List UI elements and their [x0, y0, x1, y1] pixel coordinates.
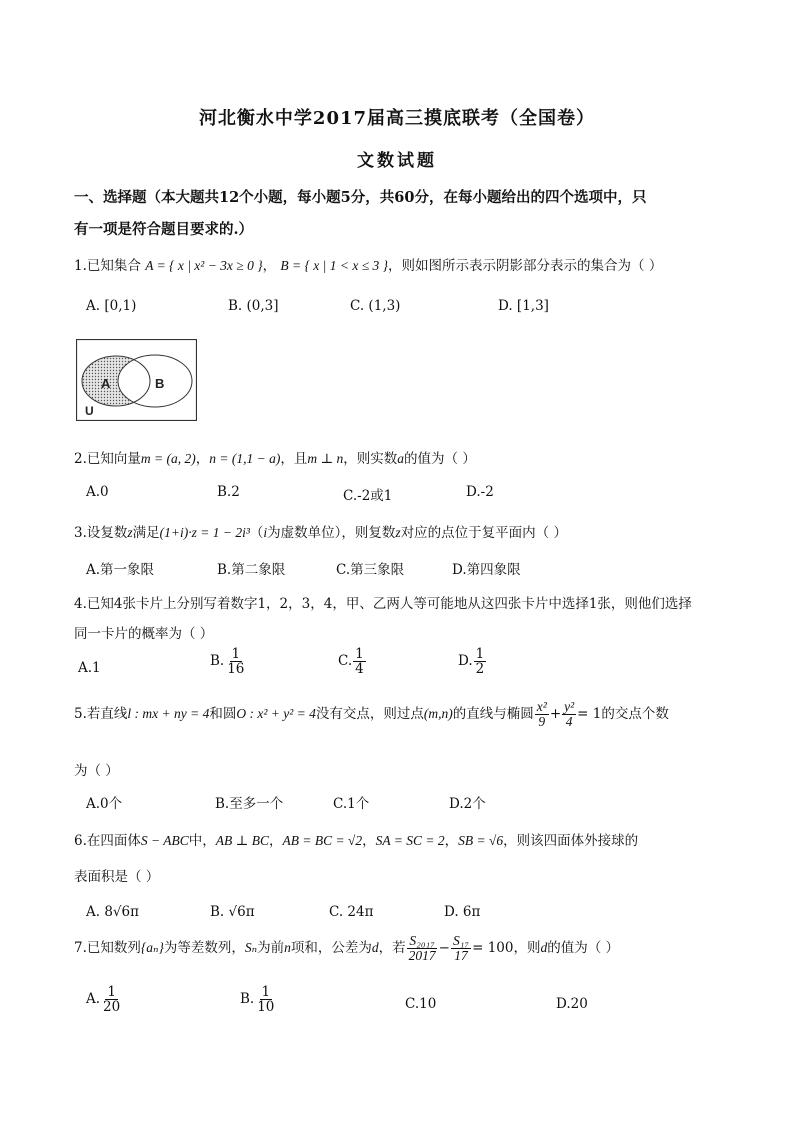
q5-text-2: 和圆: [209, 706, 237, 723]
q2-vector-m: m = (a, 2): [140, 451, 196, 466]
q7-var-n: n: [284, 940, 291, 956]
q7-option-b: [240, 985, 277, 1014]
q7-text-1: 7.已知数列: [74, 940, 141, 957]
question-7: [74, 934, 619, 963]
q5-text-1: 5.若直线: [74, 706, 128, 723]
q5-ellipse-num-2: y²: [564, 699, 575, 714]
question-4-line2: 同一卡片的概率为（ ）: [74, 626, 214, 642]
q7-equals: = 100: [472, 940, 514, 957]
q4-option-a: A.1: [78, 660, 101, 676]
q3-option-a: A.第一象限: [86, 562, 155, 578]
q6-text-1: 6.在四面体: [74, 833, 141, 849]
q7-sequence: {aₙ}: [140, 940, 164, 956]
q3-equation: (1+i)·z = 1 − 2i³: [159, 525, 250, 540]
q2-comma: ，: [195, 451, 210, 467]
q5-option-d: D.2个: [449, 796, 486, 812]
page-title: 河北衡水中学2017届高三摸底联考（全国卷）: [198, 108, 596, 129]
q3-option-c: C.第三象限: [336, 562, 405, 578]
q7-text-3: 为前: [257, 940, 285, 957]
question-6-line2: 表面积是（ ）: [74, 869, 160, 885]
q7-frac-2-num: S₁₇: [452, 933, 470, 948]
q1-set-b: B = { x | 1 < x ≤ 3 }: [280, 258, 389, 273]
q5-circle-eq: O : x² + y² = 4: [236, 706, 316, 722]
q4-option-b-den: 16: [227, 661, 245, 678]
q3-text-3: （: [249, 525, 264, 541]
q2-mid: ，且: [280, 451, 308, 467]
q1-option-a: A. [0,1): [86, 298, 137, 314]
venn-diagram: [76, 339, 197, 421]
q7-option-b-label: B.: [240, 991, 255, 1008]
q6-cond-4: SB = √6: [458, 833, 504, 848]
q3-option-d: D.第四象限: [452, 562, 521, 578]
q7-option-b-num: 1: [261, 984, 271, 1000]
q1-option-c: C. (1,3): [350, 298, 401, 314]
q6-text-2: 中，: [188, 833, 216, 849]
q3-text-2: 满足: [132, 525, 160, 541]
q6-sep-3: ，: [444, 833, 459, 849]
q2-text-2: ，则实数: [343, 451, 398, 467]
q3-text-4: 为虚数单位），则复数: [267, 525, 396, 541]
q5-point: (m,n): [423, 706, 453, 722]
question-3: [74, 521, 567, 541]
q6-option-b: B. √6π: [210, 904, 255, 920]
q1-suffix: ，则如图所示表示阴影部分表示的集合为（ ）: [388, 258, 663, 274]
q6-option-c: C. 24π: [329, 904, 374, 920]
q4-option-c-den: 4: [355, 661, 364, 678]
q2-option-c: C.-2或1: [343, 488, 393, 504]
q5-option-b: B.至多一个: [215, 796, 284, 812]
q7-minus: −: [438, 940, 450, 957]
question-6: [74, 829, 638, 849]
q3-option-b: B.第二象限: [217, 562, 286, 578]
q5-text-5: 的交点个数: [601, 706, 669, 723]
q5-ellipse-eq: = 1: [577, 706, 602, 723]
q3-text-5: 对应的点位于复平面内（ ）: [400, 525, 567, 541]
q7-option-d: D.20: [556, 996, 588, 1012]
q7-sn: Sₙ: [244, 940, 258, 956]
q2-vector-n: n = (1,1 − a): [209, 451, 281, 466]
q6-text-3: ，则该四面体外接球的: [503, 833, 639, 849]
q5-ellipse-den-1: 9: [538, 714, 546, 730]
q5-text-3: 没有交点，则过点: [315, 706, 424, 723]
question-1: [74, 254, 662, 274]
q6-cond-1: AB ⊥ BC: [215, 833, 269, 848]
q1-set-a: A = { x | x² − 3x ≥ 0 }: [145, 258, 263, 273]
q7-var-d-2: d: [540, 940, 548, 956]
venn-label-u: U: [85, 404, 94, 418]
q7-option-a-num: 1: [107, 984, 116, 1000]
q7-text-6: ，则: [513, 940, 541, 957]
q5-option-a: A.0个: [86, 796, 123, 812]
q3-var-z-2: z: [395, 525, 401, 540]
q7-frac-2-den: 17: [454, 948, 468, 964]
q2-option-b: B.2: [217, 484, 240, 500]
q7-option-a: [86, 985, 123, 1014]
q7-text-7: 的值为（ ）: [547, 940, 620, 957]
q7-text-4: 项和，公差为: [290, 940, 372, 957]
q5-ellipse-den-2: 4: [565, 714, 573, 730]
q6-option-d: D. 6π: [444, 904, 481, 920]
q5-ellipse-num-1: x²: [536, 699, 547, 714]
q2-text-1: 2.已知向量: [74, 451, 141, 467]
q4-option-c: [338, 647, 367, 676]
q5-line-eq: l : mx + ny = 4: [127, 706, 210, 722]
q7-frac-1-den: 2017: [408, 948, 436, 964]
q6-cond-2: AB = BC = √2: [282, 833, 363, 848]
q7-text-5: ，若: [378, 940, 406, 957]
question-4-line1: 4.已知4张卡片上分别写着数字1，2，3，4，甲、乙两人等可能地从这四张卡片中选择1张，则他们选择: [74, 596, 692, 612]
q7-option-a-label: A.: [86, 991, 101, 1008]
q1-prefix: 已知集合: [86, 258, 141, 274]
venn-label-a: A: [101, 376, 111, 391]
q7-var-d: d: [371, 940, 379, 956]
q4-option-d: [458, 647, 487, 676]
q6-option-a: A. 8√6π: [86, 904, 139, 920]
q4-option-d-num: 1: [475, 646, 485, 662]
q4-option-d-label: D.: [458, 653, 473, 670]
section-heading-line1: 一、选择题（本大题共12个小题，每小题5分，共60分，在每小题给出的四个选项中，只: [74, 189, 647, 206]
question-5: [74, 700, 669, 729]
q6-sep-1: ，: [268, 833, 283, 849]
q7-option-c: C.10: [405, 996, 437, 1012]
q5-text-4: 的直线与椭圆: [452, 706, 534, 723]
q1-sep: ，: [262, 258, 277, 274]
q7-option-a-den: 20: [103, 999, 121, 1016]
q5-plus: +: [549, 706, 562, 723]
q7-frac-1-num: S₂₀₁₇: [409, 933, 435, 948]
q4-option-d-den: 2: [475, 661, 485, 678]
page-subtitle: 文数试题: [357, 151, 437, 171]
q2-text-3: 的值为（ ）: [404, 451, 476, 467]
question-5-line2: 为（ ）: [74, 763, 119, 779]
q6-sep-2: ，: [362, 833, 376, 849]
q1-option-b: B. (0,3]: [228, 298, 279, 314]
q4-option-b-label: B.: [210, 653, 225, 670]
q2-perp: m ⊥ n: [307, 451, 344, 466]
q6-tetrahedron: S − ABC: [140, 833, 189, 848]
q6-cond-3: SA = SC = 2: [375, 833, 445, 848]
q4-option-c-num: 1: [355, 646, 364, 662]
q2-var-a: a: [397, 451, 405, 466]
q4-option-b: [210, 647, 247, 676]
q1-option-d: D. [1,3]: [498, 298, 549, 314]
q3-var-i: i: [263, 525, 268, 540]
q3-var-z: z: [127, 525, 133, 540]
q4-option-b-num: 1: [231, 646, 241, 662]
q5-option-c: C.1个: [333, 796, 370, 812]
q2-option-d: D.-2: [466, 484, 494, 500]
question-2: [74, 447, 476, 467]
q7-text-2: 为等差数列，: [163, 940, 245, 957]
section-heading-line2: 有一项是符合题目要求的.）: [74, 221, 254, 238]
q3-text-1: 3.设复数: [74, 525, 128, 541]
q4-option-c-label: C.: [338, 653, 353, 670]
q7-option-b-den: 10: [257, 999, 275, 1016]
q1-number: 1.: [74, 258, 87, 274]
q2-option-a: A.0: [86, 484, 109, 500]
venn-label-b: B: [155, 376, 165, 391]
